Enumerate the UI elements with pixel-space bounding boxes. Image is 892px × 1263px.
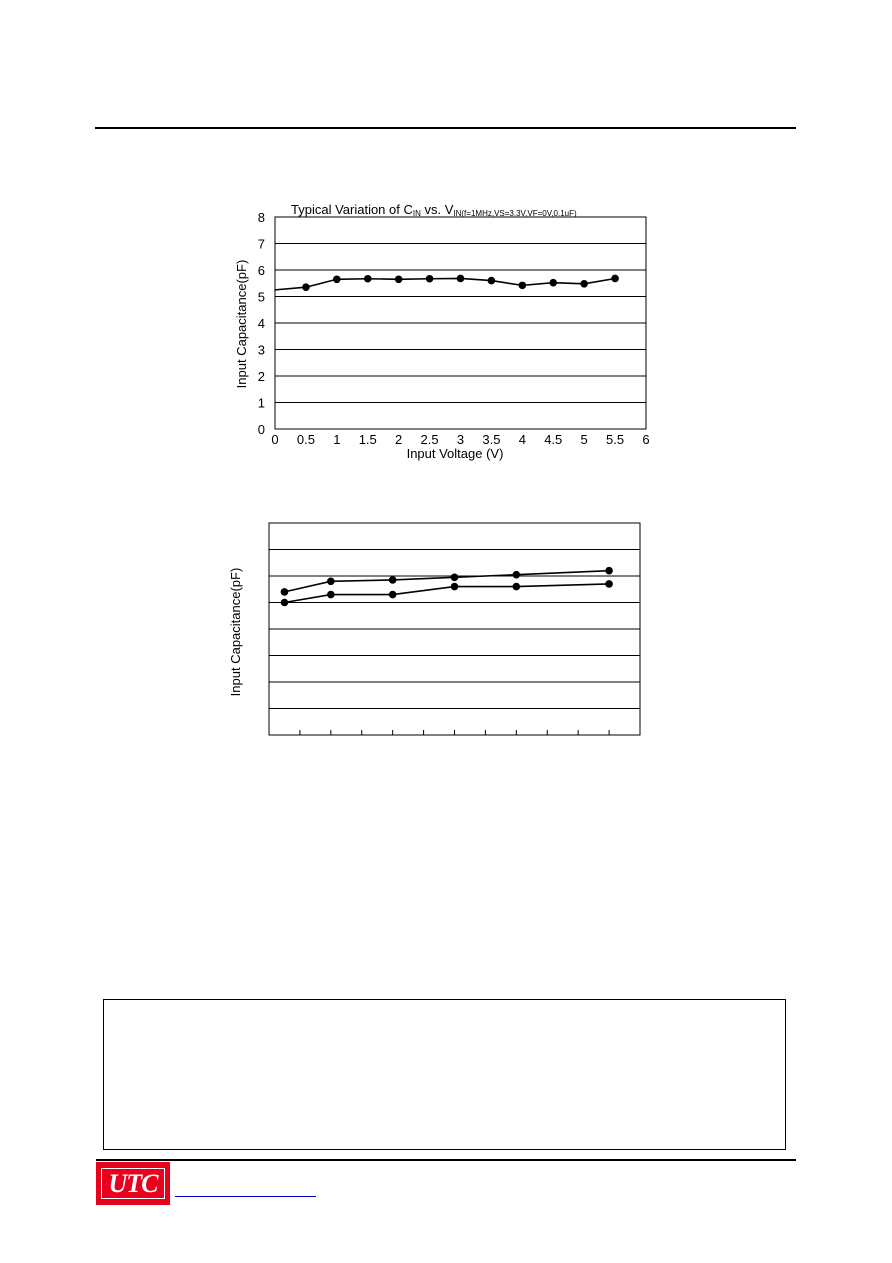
x-tick-label: 4 [518,432,526,447]
data-point [327,591,335,599]
x-tick-label: 1 [333,432,341,447]
x-tick-label: 0.5 [296,432,315,447]
y-tick-label: 5 [257,289,265,305]
x-tick-label: 3 [456,432,465,447]
x-tick-label: 0 [271,432,279,447]
x-tick-label: 2 [395,432,403,447]
x-tick-label: 2.5 [420,432,439,447]
y-tick-label: 1 [257,395,265,411]
chart2-x-tick-marks [300,730,609,735]
x-tick-label: 1.5 [358,432,377,447]
y-tick-label: 0 [257,422,265,437]
x-tick-label: 3.5 [482,432,501,447]
y-tick-label: 6 [257,263,265,278]
data-point [513,571,521,579]
footer-rule [96,1159,796,1161]
data-point [513,583,521,591]
x-tick-label: 4.5 [544,432,563,447]
chart1-x-axis-label: Input Voltage (V) [406,446,504,461]
data-point [389,576,397,584]
chart1-title-mid: vs. V [420,202,454,217]
y-tick-label: 8 [257,210,265,225]
chart1-y-axis-label: Input Capacitance(pF) [234,259,249,389]
y-tick-label: 7 [257,236,265,252]
x-tick-label: 6 [642,432,650,447]
chart2-y-axis-label: Input Capacitance(pF) [228,567,243,697]
data-point [451,583,459,591]
x-tick-label: 5.5 [606,432,625,447]
chart1-title-main: Typical Variation of C [291,202,413,217]
chart1-title-sub1: IN [412,209,421,218]
data-point [389,591,397,599]
utc-logo-text: UTC [101,1168,165,1199]
data-point [605,580,613,588]
x-tick-label: 5 [580,432,588,447]
utc-logo [96,1162,170,1205]
y-tick-label: 4 [257,316,265,331]
data-point [281,599,289,607]
data-point [605,567,613,575]
chart2-gridlines [269,550,640,709]
chart2-series [281,567,613,606]
chart1-title-sub2: IN(f=1MHz,VS=3.3V,VF=0V,0.1uF) [453,209,577,218]
website-link-underline[interactable] [175,1196,316,1197]
data-point [281,588,289,596]
data-point [451,574,459,582]
y-tick-label: 3 [257,342,265,358]
data-point [327,578,335,586]
notice-box [103,999,786,1150]
y-tick-label: 2 [257,369,265,384]
